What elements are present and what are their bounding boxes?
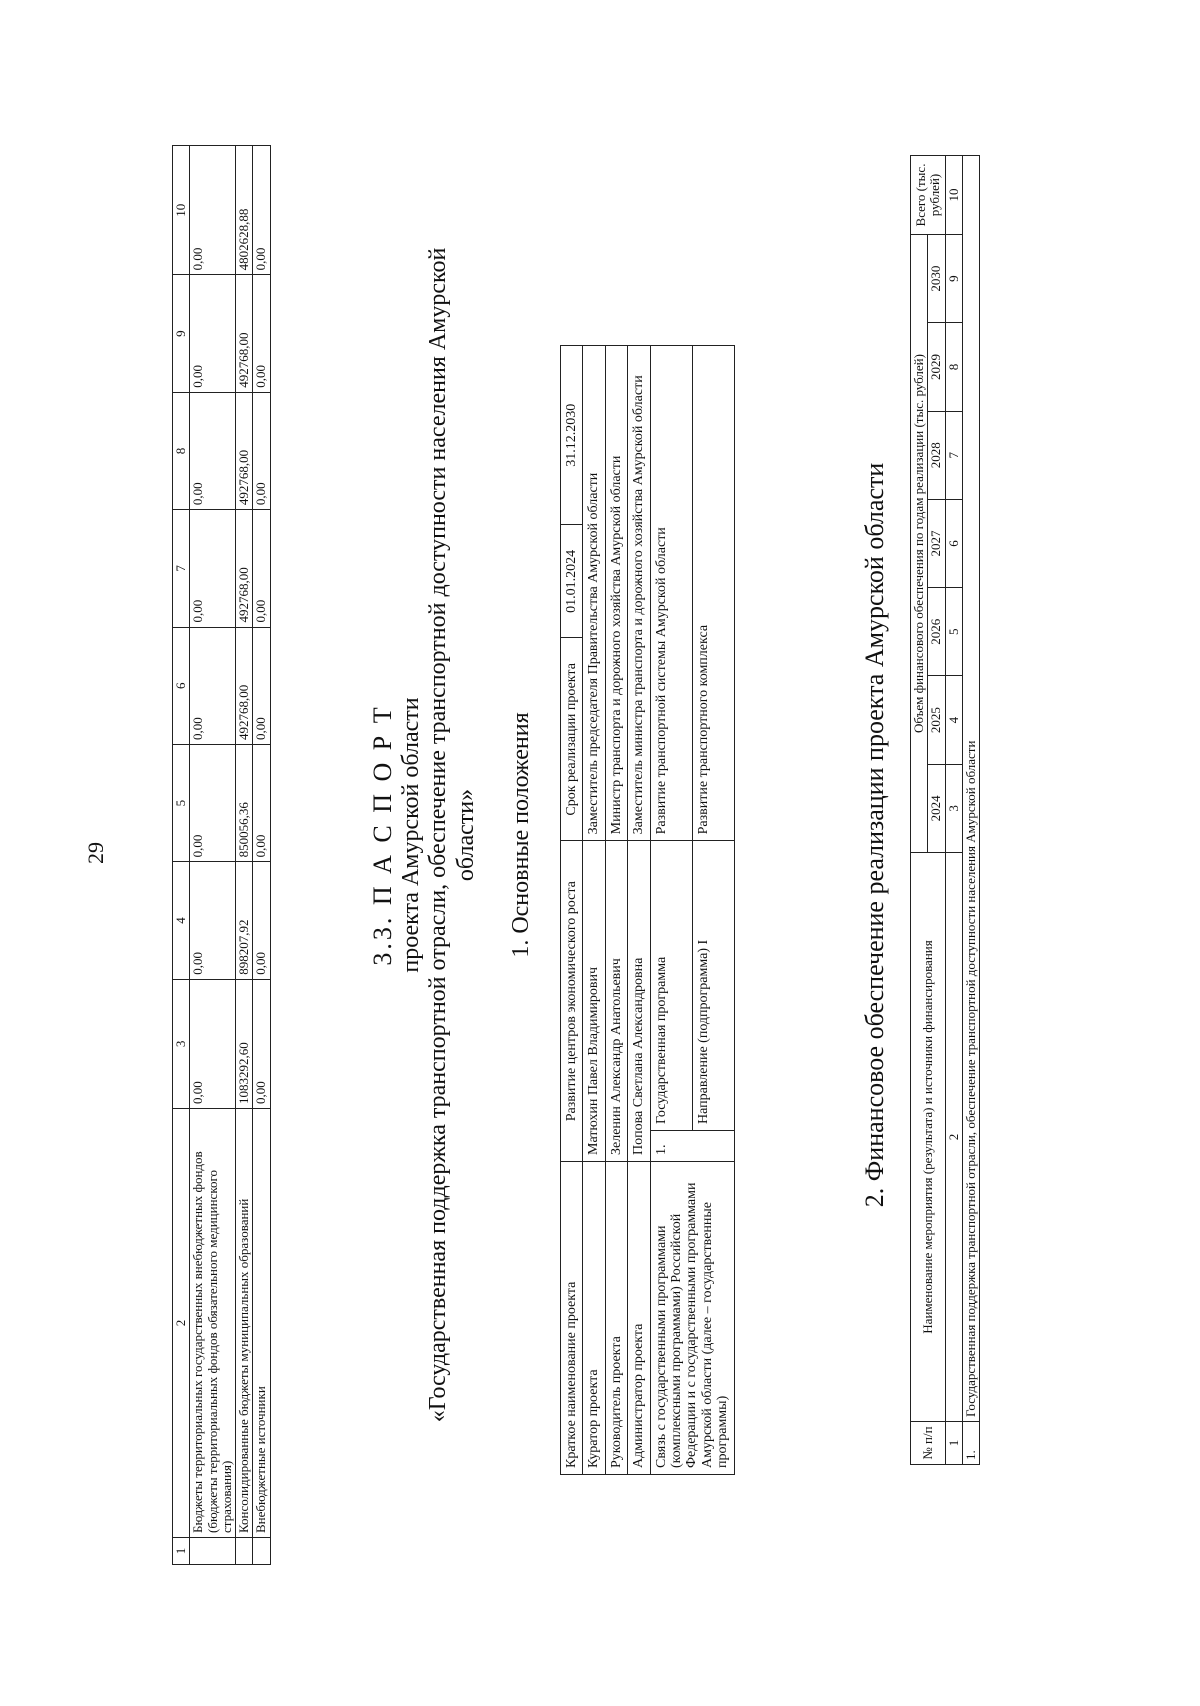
cell: Бюджеты территориальных государственных внебюджетных фондов (бюджеты территориальных фондов обязательного медицинского страхования) xyxy=(190,1109,236,1538)
cell: 850056,36 xyxy=(236,744,253,861)
header-cell: 6 xyxy=(173,627,190,744)
project-name-end: области» xyxy=(453,788,480,882)
cell xyxy=(236,1538,253,1565)
header-cell: 9 xyxy=(173,275,190,392)
cell: Развитие транспортного комплекса xyxy=(692,346,734,841)
table-header-row xyxy=(173,146,190,1565)
row-label: Администратор проекта xyxy=(628,1162,650,1475)
year-cell: 2024 xyxy=(928,764,945,852)
cell: 1 xyxy=(945,1422,962,1465)
header-cell: 5 xyxy=(173,744,190,861)
cell: 492768,00 xyxy=(236,275,253,392)
cell: 0,00 xyxy=(190,744,236,861)
cell: 6 xyxy=(945,499,962,587)
row-label: Руководитель проекта xyxy=(605,1162,627,1475)
cell: Попова Светлана Александровна xyxy=(628,841,650,1162)
basics-table xyxy=(560,345,735,1475)
header-cell: Объем финансового обеспечения по годам реализации (тыс. рублей) xyxy=(911,235,928,853)
cell: Министр транспорта и дорожного хозяйства Амурской области xyxy=(605,346,627,841)
cell: 1083292,60 xyxy=(236,979,253,1108)
cell: 0,00 xyxy=(190,146,236,275)
cell: 0,00 xyxy=(190,862,236,979)
table-row xyxy=(190,146,236,1565)
cell: 0,00 xyxy=(253,275,270,392)
table-row xyxy=(253,146,270,1565)
cell: 0,00 xyxy=(253,146,270,275)
header-cell: № п/п xyxy=(911,1422,946,1465)
finance-table xyxy=(910,155,980,1465)
cell: 8 xyxy=(945,323,962,411)
cell xyxy=(190,1538,236,1565)
header-cell: 3 xyxy=(173,979,190,1108)
cell: 4 xyxy=(945,676,962,764)
year-cell: 2029 xyxy=(928,323,945,411)
cell: 492768,00 xyxy=(236,627,253,744)
cell: Государственная поддержка транспортной отрасли, обеспечение транспортной доступности населения Амурской области xyxy=(962,156,979,1422)
cell: Развитие транспортной системы Амурской области xyxy=(650,346,692,841)
table-row xyxy=(583,346,605,1475)
cell: 0,00 xyxy=(253,627,270,744)
cell: Внебюджетные источники xyxy=(253,1109,270,1538)
cell: 31.12.2030 xyxy=(561,346,583,525)
table-row xyxy=(236,146,253,1565)
cell: 10 xyxy=(945,156,962,235)
row-label: Связь с государственными программами (комплексными программами) Российской Федерации и с государственными программами Амурской области (далее – государственные программы) xyxy=(650,1162,734,1475)
cell: 0,00 xyxy=(253,392,270,509)
header-cell: Наименование мероприятия (результата) и источники финансирования xyxy=(911,853,946,1422)
cell: Заместитель министра транспорта и дорожного хозяйства Амурской области xyxy=(628,346,650,841)
row-label: Куратор проекта xyxy=(583,1162,605,1475)
row-label: Краткое наименование проекта xyxy=(561,1162,583,1475)
cell: 492768,00 xyxy=(236,392,253,509)
cell: 01.01.2024 xyxy=(561,525,583,638)
cell: 0,00 xyxy=(253,862,270,979)
cell: Направление (подпрограмма) I xyxy=(692,841,734,1131)
page-number: 29 xyxy=(83,842,108,864)
passport-subtitle: проекта Амурской области xyxy=(397,697,424,973)
cell: 3 xyxy=(945,764,962,852)
cell: 2 xyxy=(945,853,962,1422)
table-row xyxy=(605,346,627,1475)
year-cell: 2028 xyxy=(928,411,945,499)
cell: 9 xyxy=(945,235,962,323)
year-cell: 2025 xyxy=(928,676,945,764)
header-cell: 10 xyxy=(173,146,190,275)
cell: 492768,00 xyxy=(236,510,253,627)
table-row xyxy=(561,346,583,1475)
cell: 0,00 xyxy=(253,979,270,1108)
cell: Развитие центров экономического роста xyxy=(561,841,583,1162)
cell: 0,00 xyxy=(253,744,270,861)
cell: 0,00 xyxy=(190,510,236,627)
section-title: 2. Финансовое обеспечение реализации проекта Амурской области xyxy=(860,462,889,1208)
cell: Зеленин Александр Анатольевич xyxy=(605,841,627,1162)
header-cell: 7 xyxy=(173,510,190,627)
cell: Срок реализации проекта xyxy=(561,638,583,841)
cell: 0,00 xyxy=(253,510,270,627)
section-title: 1. Основные положения xyxy=(508,712,534,958)
cell: Консолидированные бюджеты муниципальных образований xyxy=(236,1109,253,1538)
header-cell: 4 xyxy=(173,862,190,979)
passport-title: 3.3. П А С П О Р Т xyxy=(368,704,397,966)
year-cell: 2030 xyxy=(928,235,945,323)
table-row xyxy=(945,156,962,1465)
cell: Государственная программа xyxy=(650,841,692,1131)
budget-table xyxy=(172,145,271,1565)
table-row xyxy=(628,346,650,1475)
passport-heading xyxy=(368,95,481,1575)
cell: 0,00 xyxy=(190,627,236,744)
table-row xyxy=(650,346,692,1475)
header-cell: 1 xyxy=(173,1538,190,1565)
cell xyxy=(253,1538,270,1565)
cell: 5 xyxy=(945,588,962,676)
cell: 4802628,88 xyxy=(236,146,253,275)
header-cell: Всего (тыс. рублей) xyxy=(911,156,946,235)
cell: 0,00 xyxy=(190,979,236,1108)
cell: Матюхин Павел Владимирович xyxy=(583,841,605,1162)
cell: 1. xyxy=(962,1422,979,1465)
table-row xyxy=(962,156,979,1465)
table-header-row xyxy=(911,156,928,1465)
header-cell: 8 xyxy=(173,392,190,509)
header-cell: 2 xyxy=(173,1109,190,1538)
cell: Заместитель председателя Правительства Амурской области xyxy=(583,346,605,841)
project-name: «Государственная поддержка транспортной отрасли, обеспечение транспортной доступности населения Амурской xyxy=(425,247,452,1423)
rotated-content xyxy=(168,95,1098,1575)
cell: 0,00 xyxy=(190,392,236,509)
cell: 1. xyxy=(650,1131,734,1162)
year-cell: 2027 xyxy=(928,499,945,587)
cell: 0,00 xyxy=(190,275,236,392)
cell: 898207,92 xyxy=(236,862,253,979)
cell: 7 xyxy=(945,411,962,499)
year-cell: 2026 xyxy=(928,588,945,676)
